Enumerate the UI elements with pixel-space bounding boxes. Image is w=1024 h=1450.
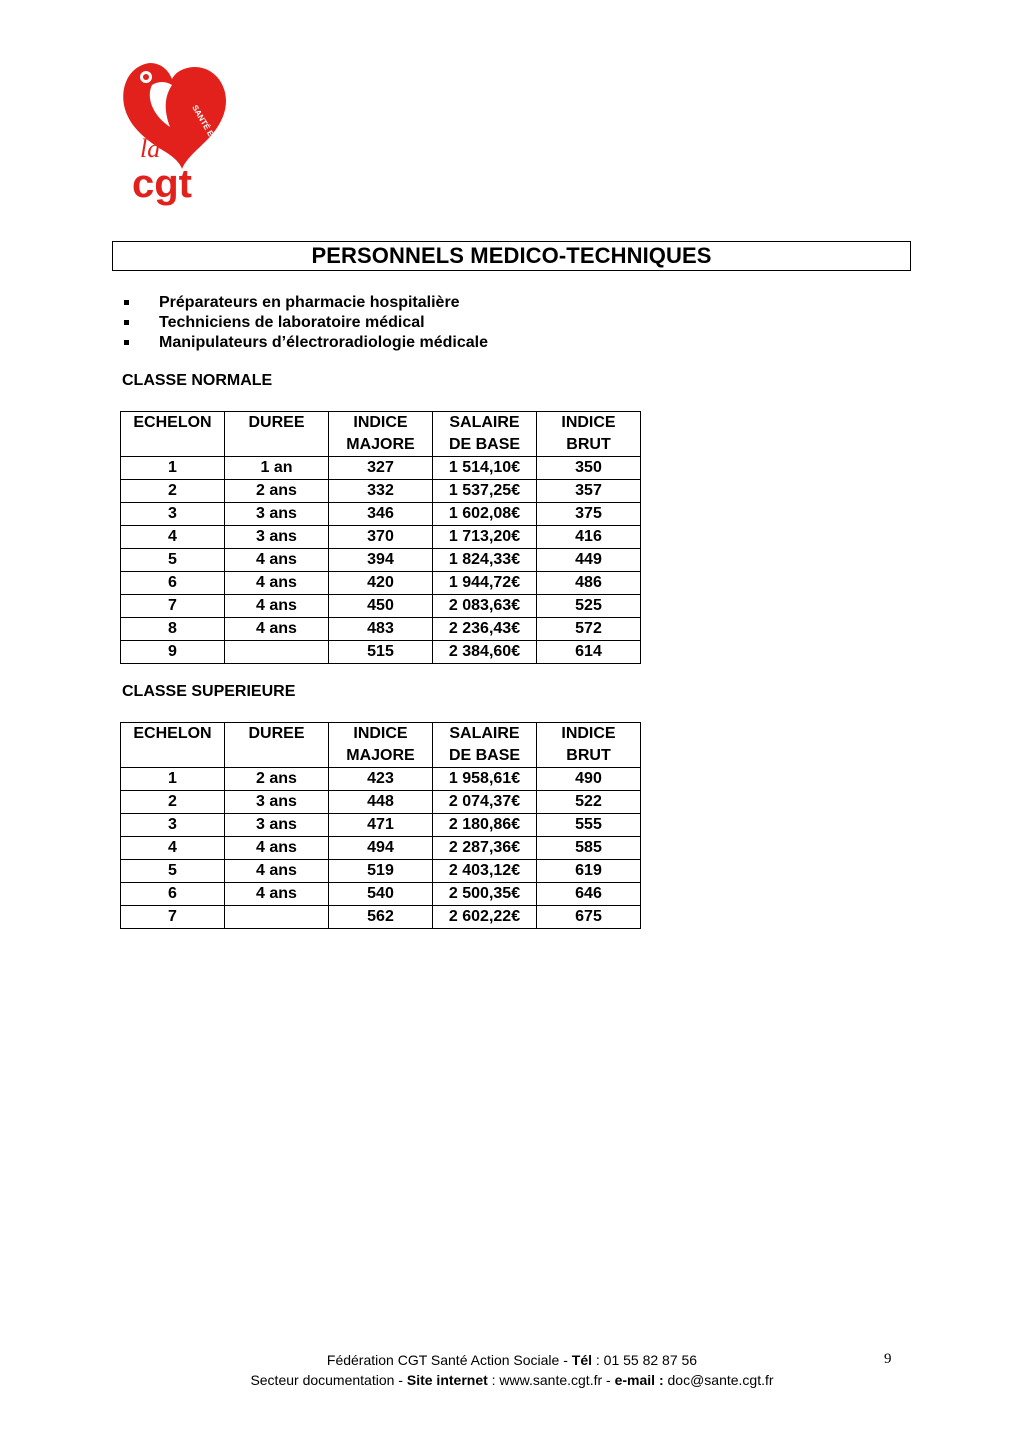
table-cell: 6: [121, 572, 225, 595]
table-cell: 4 ans: [225, 595, 329, 618]
table-cell: 327: [329, 457, 433, 480]
table-row: [121, 814, 641, 837]
table-cell: 2 500,35€: [433, 883, 537, 906]
table-row: [121, 595, 641, 618]
table-row: [121, 526, 641, 549]
table-cell: 4 ans: [225, 883, 329, 906]
table-cell: 423: [329, 768, 433, 791]
table-cell: INDICE: [537, 412, 641, 435]
bullet-square-icon: [124, 340, 129, 345]
salary-table-superieure: [120, 722, 641, 929]
table-cell: 1 602,08€: [433, 503, 537, 526]
table-cell: 8: [121, 618, 225, 641]
table-cell: 614: [537, 641, 641, 664]
table-cell: 448: [329, 791, 433, 814]
table-cell: 515: [329, 641, 433, 664]
table-cell: 585: [537, 837, 641, 860]
table-cell: 4 ans: [225, 860, 329, 883]
table-cell: 483: [329, 618, 433, 641]
table-row: [121, 457, 641, 480]
table-cell: ECHELON: [121, 412, 225, 435]
table-cell: 449: [537, 549, 641, 572]
table-cell: DE BASE: [433, 434, 537, 457]
table-cell: 4 ans: [225, 549, 329, 572]
table-cell: 1 713,20€: [433, 526, 537, 549]
table-cell: 2 403,12€: [433, 860, 537, 883]
table-cell: 4: [121, 837, 225, 860]
table-cell: 2 074,37€: [433, 791, 537, 814]
table-cell: BRUT: [537, 434, 641, 457]
table-cell: 4: [121, 526, 225, 549]
table-header-row: [121, 723, 641, 746]
footer-line-2: Secteur documentation - Site internet : www.sante.cgt.fr - e-mail : doc@sante.cgt.fr: [250, 1372, 774, 1388]
table-cell: 346: [329, 503, 433, 526]
table-cell: 572: [537, 618, 641, 641]
table-cell: 4 ans: [225, 837, 329, 860]
table-cell: 3: [121, 814, 225, 837]
table-row: [121, 641, 641, 664]
table-cell: 6: [121, 883, 225, 906]
table-cell: 1: [121, 457, 225, 480]
section-label-normale: CLASSE NORMALE: [122, 372, 273, 389]
table-cell: 4 ans: [225, 618, 329, 641]
table-cell: 2 236,43€: [433, 618, 537, 641]
table-cell: 1 an: [225, 457, 329, 480]
section-label-superieure: CLASSE SUPERIEURE: [122, 683, 296, 700]
table-cell: 450: [329, 595, 433, 618]
table-row: [121, 768, 641, 791]
table-cell: ECHELON: [121, 723, 225, 746]
table-row: [121, 837, 641, 860]
table-cell: 1 537,25€: [433, 480, 537, 503]
table-cell: INDICE: [329, 723, 433, 746]
table-cell: 519: [329, 860, 433, 883]
table-cell: MAJORE: [329, 745, 433, 768]
footer-line-1: Fédération CGT Santé Action Sociale - Tél : 01 55 82 87 56: [326, 1352, 698, 1368]
table-cell: 619: [537, 860, 641, 883]
page-title: [112, 241, 911, 271]
table-cell: SALAIRE: [433, 723, 537, 746]
table-cell: 9: [121, 641, 225, 664]
table-cell: DE BASE: [433, 745, 537, 768]
table-cell: MAJORE: [329, 434, 433, 457]
table-cell: 2 ans: [225, 480, 329, 503]
table-cell: 486: [537, 572, 641, 595]
table-cell: 416: [537, 526, 641, 549]
table-cell: 370: [329, 526, 433, 549]
bullet-square-icon: [124, 320, 129, 325]
heart-shape: [123, 63, 226, 169]
table-cell: BRUT: [537, 745, 641, 768]
cgt-logo: [112, 55, 254, 206]
table-cell: [121, 434, 225, 457]
table-cell: 540: [329, 883, 433, 906]
table-cell: 375: [537, 503, 641, 526]
table-cell: [225, 745, 329, 768]
table-cell: 1 514,10€: [433, 457, 537, 480]
table-cell: SALAIRE: [433, 412, 537, 435]
table-cell: 522: [537, 791, 641, 814]
table-row: [121, 791, 641, 814]
table-cell: 490: [537, 768, 641, 791]
table-cell: 562: [329, 906, 433, 929]
table-cell: 5: [121, 549, 225, 572]
table-cell: 555: [537, 814, 641, 837]
table-cell: 2: [121, 480, 225, 503]
table-cell: 3 ans: [225, 526, 329, 549]
table-cell: [225, 434, 329, 457]
page-number: 9: [884, 1351, 892, 1367]
table-cell: DUREE: [225, 723, 329, 746]
table-cell: [225, 641, 329, 664]
table-cell: 350: [537, 457, 641, 480]
table-cell: 2 180,86€: [433, 814, 537, 837]
table-cell: 1 824,33€: [433, 549, 537, 572]
bullet-square-icon: [124, 300, 129, 305]
table-cell: 3: [121, 503, 225, 526]
table-header-row: [121, 434, 641, 457]
table-cell: 646: [537, 883, 641, 906]
table-cell: DUREE: [225, 412, 329, 435]
table-cell: 1: [121, 768, 225, 791]
table-cell: 675: [537, 906, 641, 929]
table-row: [121, 572, 641, 595]
footer: [0, 1350, 1024, 1390]
table-cell: INDICE: [329, 412, 433, 435]
table-cell: 3 ans: [225, 814, 329, 837]
table-cell: 357: [537, 480, 641, 503]
table-cell: 2 083,63€: [433, 595, 537, 618]
table-header-row: [121, 412, 641, 435]
table-row: [121, 503, 641, 526]
table-cell: 7: [121, 906, 225, 929]
table-header-row: [121, 745, 641, 768]
logo-main-text: cgt: [132, 162, 192, 206]
table-cell: 332: [329, 480, 433, 503]
table-row: [121, 549, 641, 572]
table-row: [121, 860, 641, 883]
table-cell: 1 958,61€: [433, 768, 537, 791]
table-row: [121, 480, 641, 503]
table-cell: 3 ans: [225, 503, 329, 526]
table-cell: 5: [121, 860, 225, 883]
table-row: [121, 618, 641, 641]
table-row: [121, 906, 641, 929]
table-cell: 2 ans: [225, 768, 329, 791]
salary-table-normale: [120, 411, 641, 664]
table-cell: 2: [121, 791, 225, 814]
table-cell: 494: [329, 837, 433, 860]
table-cell: 471: [329, 814, 433, 837]
table-cell: 2 384,60€: [433, 641, 537, 664]
table-cell: 420: [329, 572, 433, 595]
table-cell: 3 ans: [225, 791, 329, 814]
table-cell: 525: [537, 595, 641, 618]
table-row: [121, 883, 641, 906]
table-cell: 2 287,36€: [433, 837, 537, 860]
table-cell: 4 ans: [225, 572, 329, 595]
logo-script-text: la: [140, 134, 161, 163]
logo-arc-text: SANTÉ ET ACTION SOCIALE: [190, 103, 254, 204]
table-cell: [121, 745, 225, 768]
table-cell: 394: [329, 549, 433, 572]
table-cell: 1 944,72€: [433, 572, 537, 595]
table-cell: INDICE: [537, 723, 641, 746]
page-title-text: PERSONNELS MEDICO-TECHNIQUES: [311, 243, 712, 268]
table-cell: 2 602,22€: [433, 906, 537, 929]
table-cell: 7: [121, 595, 225, 618]
table-cell: [225, 906, 329, 929]
